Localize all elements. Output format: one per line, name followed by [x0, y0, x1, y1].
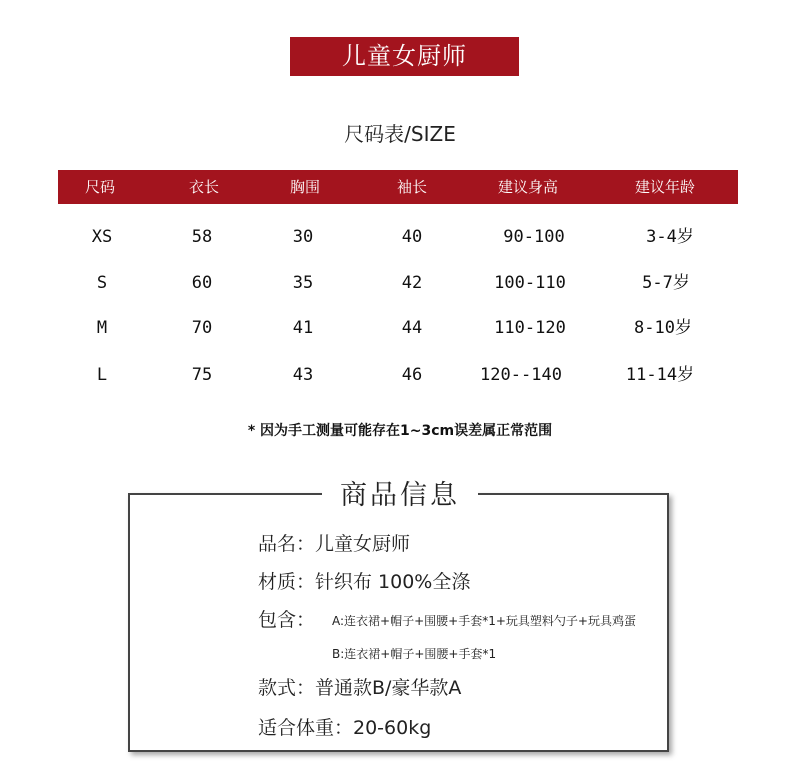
product-info-title: [0, 473, 800, 512]
cell-sleeve: 40: [401, 227, 423, 247]
cell-sleeve: 42: [401, 273, 423, 293]
product-title-banner: 儿童女厨师: [290, 37, 519, 76]
product-material: 材质：针织布 100%全涤: [258, 571, 471, 593]
header-age: 建议年龄: [634, 178, 696, 196]
header-chest: 胸围: [289, 178, 321, 196]
cell-length: 60: [191, 273, 213, 293]
cell-age: 8-10岁: [634, 318, 692, 338]
header-length: 衣长: [188, 178, 220, 196]
cell-length: 75: [191, 365, 213, 385]
cell-chest: 43: [292, 365, 314, 385]
cell-chest: 30: [292, 227, 314, 247]
measurement-note: * 因为手工测量可能存在1~3cm误差属正常范围: [247, 423, 553, 439]
product-info-title-text: 商品信息: [322, 480, 478, 511]
size-chart-title: 尺码表/SIZE: [344, 122, 456, 146]
product-includes-label: 包含：: [258, 609, 316, 631]
cell-chest: 35: [292, 273, 314, 293]
cell-age: 5-7岁: [642, 273, 690, 293]
cell-size: S: [96, 273, 108, 293]
cell-size: XS: [91, 227, 113, 247]
header-height: 建议身高: [497, 178, 559, 196]
product-weight: 适合体重：20-60kg: [258, 717, 432, 739]
cell-height: 120--140: [480, 365, 562, 385]
size-table-header: [58, 170, 738, 204]
table-row: [0, 360, 800, 390]
cell-height: 90-100: [503, 227, 565, 247]
cell-sleeve: 44: [401, 318, 423, 338]
table-row: [0, 268, 800, 298]
cell-age: 3-4岁: [646, 227, 694, 247]
header-size: 尺码: [84, 178, 116, 196]
product-includes-b: B:连衣裙+帽子+围腰+手套*1: [332, 647, 497, 661]
table-row: [0, 222, 800, 252]
cell-sleeve: 46: [401, 365, 423, 385]
cell-age: 11-14岁: [625, 365, 695, 385]
table-row: [0, 313, 800, 343]
cell-size: L: [96, 365, 108, 385]
cell-height: 100-110: [494, 273, 566, 293]
cell-size: M: [96, 318, 108, 338]
product-name: 品名：儿童女厨师: [258, 533, 411, 555]
product-includes-a: A:连衣裙+帽子+围腰+手套*1+玩具塑料勺子+玩具鸡蛋: [332, 614, 636, 628]
cell-length: 70: [191, 318, 213, 338]
cell-height: 110-120: [494, 318, 566, 338]
cell-chest: 41: [292, 318, 314, 338]
header-sleeve: 袖长: [396, 178, 428, 196]
product-style: 款式：普通款B/豪华款A: [258, 677, 462, 699]
cell-length: 58: [191, 227, 213, 247]
